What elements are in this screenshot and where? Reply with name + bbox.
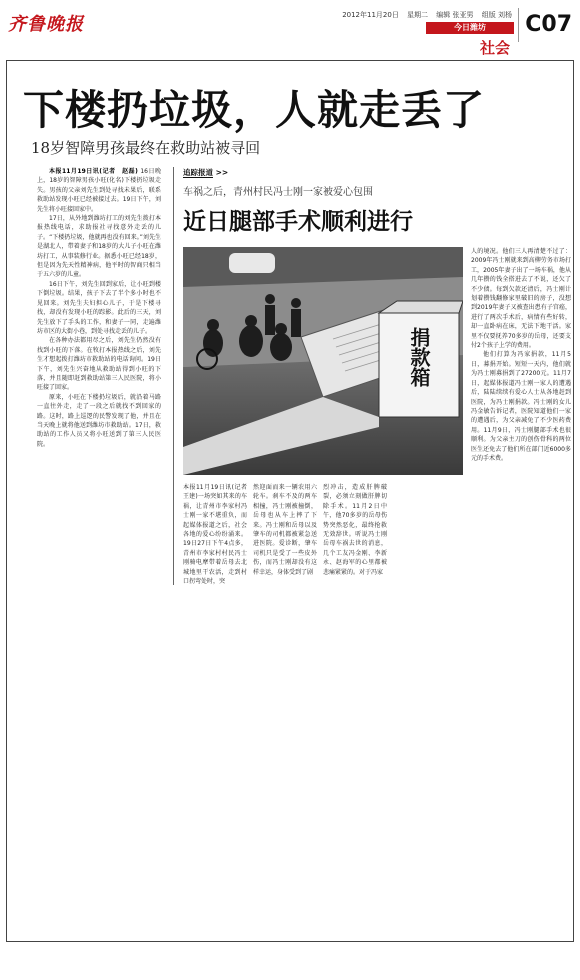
- section-tab: 今日潍坊: [426, 22, 514, 34]
- photo-car: [229, 253, 275, 273]
- issue-date: 2012年11月20日: [342, 11, 399, 19]
- main-story-body: [37, 167, 161, 449]
- content-frame: [6, 60, 574, 942]
- section-name: 社会: [479, 39, 510, 57]
- secondary-story-column: 然迎面而来一辆农用六轮车。刹车不及的两车相撞，冯士刚被撞倒，岳母也从车上摔了下来。冯士刚和岳母以及肇车的司机都被紧急送进医院。爱诊断，肇车司机只是受了一些皮外伤，而冯士刚却没有这样幸运，身体受到了剧: [253, 484, 317, 576]
- paper-logo: 齐鲁晚报: [8, 14, 84, 35]
- dateline: [336, 10, 512, 20]
- secondary-story-right-column: [471, 247, 571, 463]
- issue-weekday: 星期二: [407, 11, 429, 19]
- story-tag: [183, 167, 228, 178]
- designer-credit: 组版 刘杨: [481, 11, 512, 19]
- photo-donation-sign: 捐款箱: [407, 327, 431, 387]
- masthead: [6, 4, 574, 56]
- editor-credit: 编辑 张亚男: [436, 11, 474, 19]
- column-divider: [173, 167, 174, 585]
- main-story-paragraph: 原来，小旺在下楼扔垃圾后，就沿着马路一直往外走，走了一段之后就找不到回家的路。这时，路上巡逻的民警发现了他，并且在当天晚上就将他送到潍坊市救助站。17日，救助站的工作人员又将小旺送到了第三人民医院。: [37, 393, 161, 448]
- secondary-headline: 近日腿部手术顺利进行: [183, 209, 413, 235]
- secondary-paragraph: 人的境况。他们三人再清楚不过了：2009年冯士刚就来到高柳劳务市场打工，2005年妻子出了一场车祸，他从几年攒的钱全搭进去了不说，还欠了不少债。每到欠款还清后，冯士刚计划着攒钱翻修家里破旧的房子，没想到2019年妻子又被查出患有子宫癌，进行了两次手术后，病情有些好转，却一直卧病在床，无法下地干活。家里不仅要抚养70多岁的岳母，还要支付2个孩子上学的费用。: [471, 248, 571, 350]
- main-subhead: 18岁智障男孩最终在救助站被寻回: [31, 139, 261, 157]
- main-story-paragraph: 16日下午，刘先生回到家后，让小旺到楼下倒垃圾。结果，孩子下去了半个多小时也不见回来。刘先生夫妇担心儿子，于是下楼寻找，却没有发现小旺的踪影。此后的三天，刘先生放下了手头的工作，和妻子一同，走遍潍坊市区的大街小巷，到处寻找走丢的儿子。: [37, 280, 161, 335]
- main-story-paragraph: 本报11月19日讯(记者 赵磊) 16日晚上，18岁的智障男孩小旺(化名)下楼扔垃圾走失。男孩的父亲刘先生到处寻找未果后，联系救助站发现小旺已经被接过去。19日下午，刘先生将小旺接回家中。: [37, 168, 161, 213]
- page-number: C07: [518, 8, 572, 42]
- main-story-byline: 本报11月19日讯(记者 赵磊): [49, 168, 138, 175]
- main-story-paragraph: 在各种办法都用尽之后，刘先生仍然没有找到小旺的下落。在牧打本报热线之后，刘先生才想起拨打潍坊市救助站的电话询问。19日下午，刘先生兴奋地从救助站得到小旺的下落，并且随即赶到救助站第三人民医院，将小旺接了回家。: [37, 337, 161, 392]
- secondary-paragraph: 他们打算为冯家捐款，11月5日，募捐开始。短短一天内，他们就为冯士刚募捐到了27200元。11月7日，起媒体报道冯士刚一家人的遭遇后，陆陆续续有爱心人士从各地赶到医院，为冯士刚捐款。冯士刚的女儿冯金敏告诉记者，医院知道他们一家的遭遇后，为父亲减免了不少医药费用。11月9日，冯士刚腿部手术也很顺利。为父亲主刀的创伤骨科的两位医生还免去了他们所在部门近6000多元的手术费。: [471, 351, 571, 462]
- story-tag-label: 追踪报道: [183, 168, 213, 177]
- main-story-paragraph: 17日，从外地到潍坊打工的刘先生拨打本报热线电话，求助报社寻找意外走丢的儿子。“下楼扔垃圾，他就再也没有回来。”刘先生是湖北人，带着妻子和18岁的大儿子小旺在潍坊打工，从事装修行业。据悉小旺已经18岁，但是因为先天性精神病，他平时的智商只相当于五六岁的儿童。: [37, 215, 161, 279]
- secondary-story-column: 烈冲击，造成肝脾破裂，必须立刻做肝脾切除手术。11月2日中午，他70多岁的岳母伤势突然恶化，最终抢救无效辞世。听说冯士刚岳母车祸去世的消息，几个工友冯金刚、李新永、赵海军的心里都被悲痛紧紧的。对于冯家: [323, 484, 387, 576]
- story-tag-arrow: >>: [215, 168, 229, 177]
- secondary-story-column: 本报11月19日讯(记者 王建)一场突如其来的车祸，让青州市李家村冯士刚一家不堪重负，而起媒体报道之后，社会各地的爱心纷纷涌来。19日27日下午4点多，青州市李家村村民冯士刚骑电摩带着岳母去北城地里干农活，走到村口拐弯处时，突: [183, 484, 254, 586]
- secondary-kicker: 车祸之后，青州村民冯士刚一家被爱心包围: [183, 187, 373, 198]
- main-headline: 下楼扔垃圾，人就走丢了: [23, 86, 485, 134]
- news-photo: [183, 247, 463, 475]
